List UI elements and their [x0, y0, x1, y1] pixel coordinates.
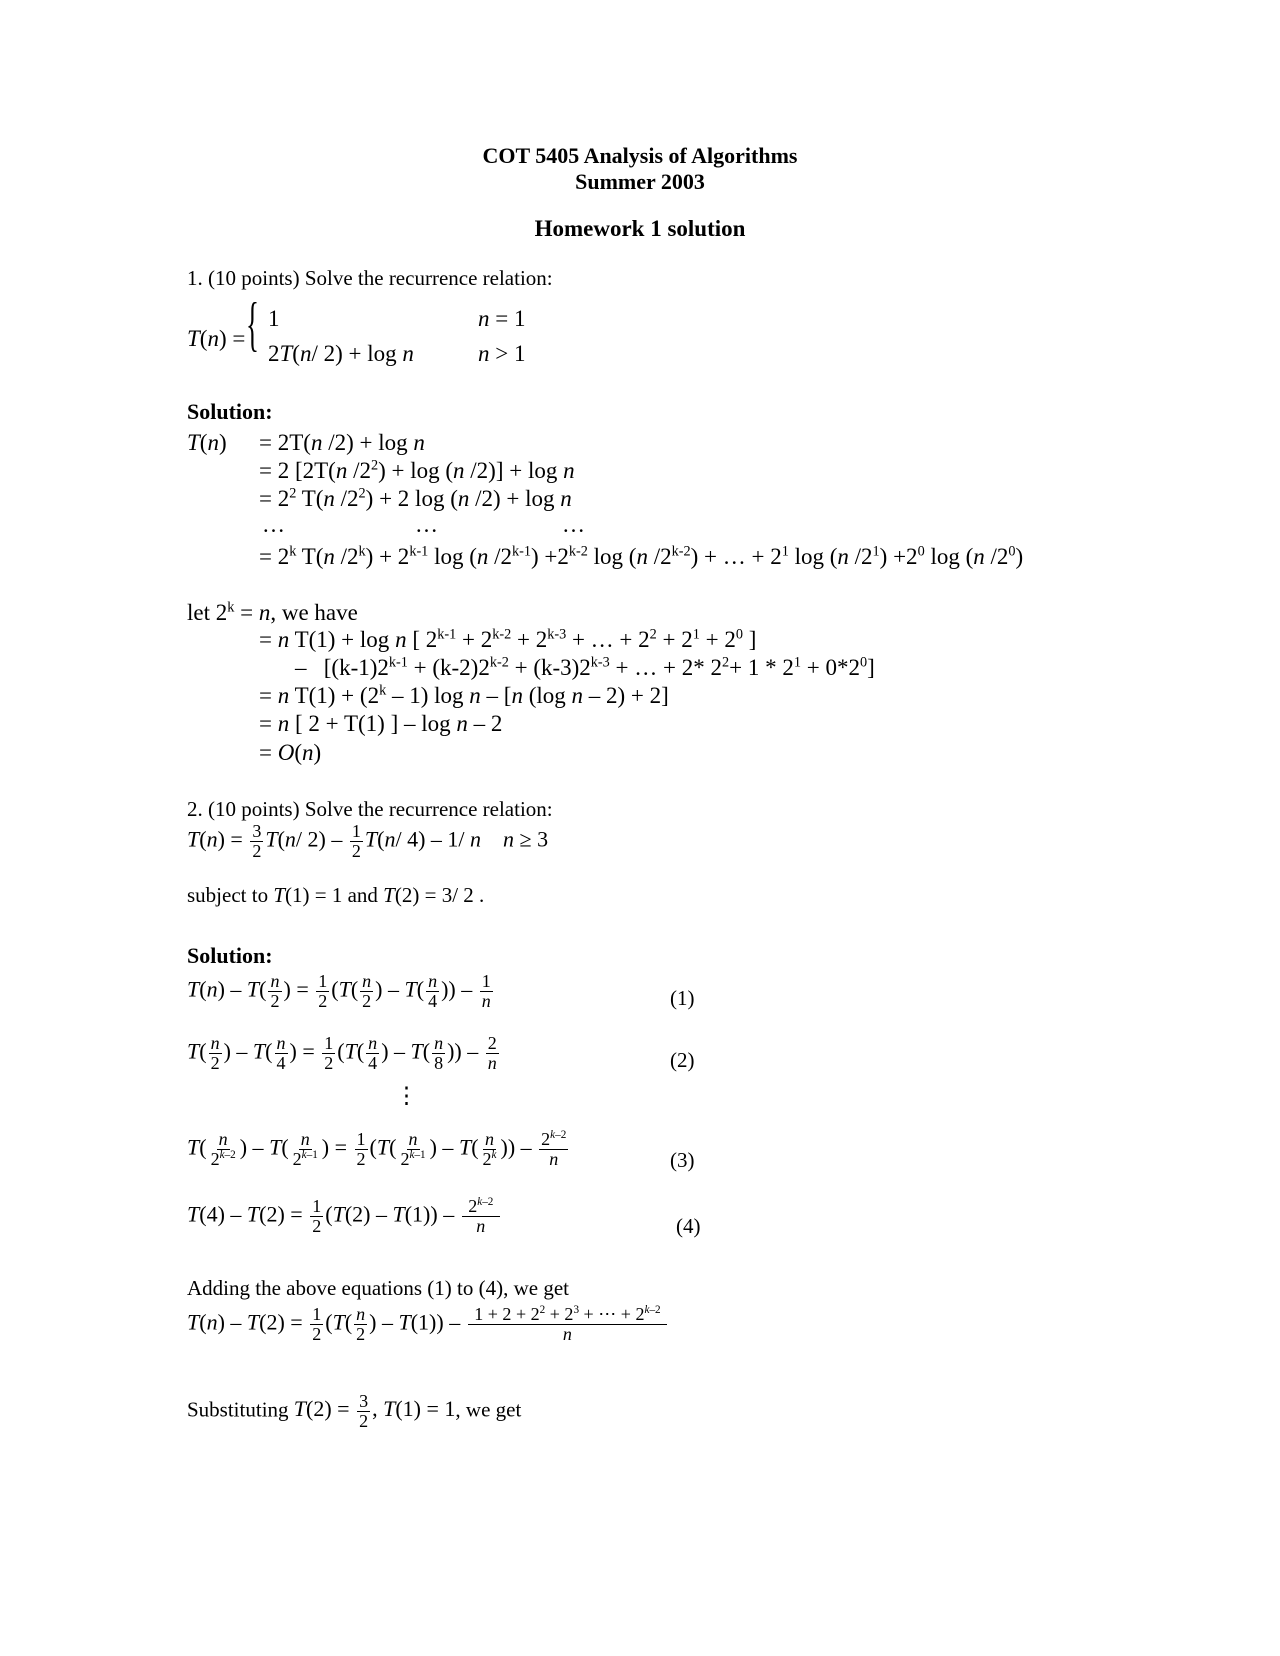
q1-step-7: = n $T(1) + (2^k - 1)$ log n – [n (log n – 2) + 2] [259, 682, 669, 708]
page-title: Homework 1 solution [534, 216, 746, 241]
q1-tn: T(n) [187, 430, 227, 455]
course-title: COT 5405 Analysis of Algorithms [482, 143, 798, 168]
q1-dots-c: … [562, 512, 585, 537]
q1-step-4: = $2^k$ T(n $/2^k) + 2^{k-1}$ log (n $/2^{k-1}) +2^{k-2}$ log (n $/2^{k-2}$) + … + $2^1$ log (n $/2^1) +2^0$ log (n $/2^0$) [259, 543, 1024, 569]
q1-solution-label: Solution: [187, 399, 273, 424]
q1-dots-a: … [262, 512, 285, 537]
q2-prompt: 2. (10 points) Solve the recurrence relation: [187, 797, 553, 821]
q1-step-3: = $2^2$ T(n $/2^2) + 2$ log (n /2) + log n [259, 485, 572, 511]
q2-tag-1: (1) [670, 986, 695, 1010]
q2-adding: Adding the above equations (1) to (4), we get [187, 1276, 569, 1300]
q1-step-8: = n [ 2 + T(1) ] – log n – 2 [259, 711, 503, 736]
q1-step-6: – [$(k-1)2^{k-1} + (k-2)2^{k-2} + (k-3)2^{k-3}$ + … + 2* $2^2+ 1 * 2^1 + 0*2^0$] [295, 654, 875, 680]
q1-lhs: T(n) = [187, 326, 246, 351]
q1-prompt: 1. (10 points) Solve the recurrence relation: [187, 266, 553, 290]
q2-substituting: Substituting T(2) = $\frac{3}{2}$ , T(1) = 1, we get [187, 1391, 522, 1431]
q1-case2-expr: 2T(n/ 2) + log n [268, 341, 414, 366]
q1-let: let $2^k = n$, we have [187, 599, 358, 625]
brace-icon: { [246, 291, 259, 357]
q1-dots-b: … [415, 512, 438, 537]
q2-subject: subject to T(1) = 1 and T(2) = 3/ 2 . [187, 883, 485, 907]
q1-step-2: = 2 [2T(n $/2^2) + \log (n$ /2)] + log n [259, 457, 575, 483]
q2-eq-1: T(n) – T( $\frac{n}{2}$ ) = $\frac{1}{2}$ (T( $\frac{n}{2}$ ) – T( $\frac{n}{4}$ )) – $\frac{1}{n}$ [187, 971, 491, 1011]
q2-tag-2: (2) [670, 1048, 695, 1072]
q2-sum-eq: T(n) – T(2) = $\frac{1}{2}$ (T( $\frac{n}{2}$ ) – T(1)) – $\frac{1 + 2 + 2^2 + 2^3 + \cdots + 2^{k-2}}{n}$ [187, 1305, 669, 1344]
q2-vdots: ⋮ [395, 1083, 418, 1108]
q2-eq-2: T( $\frac{n}{2}$ ) – T( $\frac{n}{4}$ ) = $\frac{1}{2}$ (T( $\frac{n}{4}$ ) – T( $\frac{n}{8}$ )) – $\frac{2}{n}$ [187, 1033, 497, 1073]
q2-tag-3: (3) [670, 1148, 695, 1172]
q1-step-1: = 2T(n /2) + log n [259, 430, 425, 455]
q2-solution-label: Solution: [187, 943, 273, 968]
q2-eq-3: T( $\frac{n}{2^{k-2}}$ ) – T( $\frac{n}{2^{k-1}}$ ) = $\frac{1}{2}$ (T( $\frac{n}{2^{k-1}}$ ) – T( $\frac{n}{2^k}$ )) – $\frac{2^{k-2}}{n}$ [187, 1128, 567, 1169]
term: Summer 2003 [575, 169, 705, 194]
q1-case1-expr: 1 [268, 306, 280, 331]
q2-tag-4: (4) [676, 1214, 701, 1238]
q1-step-5: = n T(1) + log n [ $2^{k-1} + 2^{k-2} + 2^{k-3}$ + … + $2^2 + 2^1 + 2^0$ ] [259, 626, 757, 652]
q2-eq-4: T(4) – T(2) = $\frac{1}{2}$ (T(2) – T(1)) – $\frac{2^{k-2}}{n}$ [187, 1197, 502, 1236]
q1-case1-cond: n = 1 [478, 306, 526, 331]
q2-substituting-label: Substituting [187, 1397, 289, 1422]
q1-step-9: = O(n) [259, 740, 322, 765]
q2-we-get: , we get [455, 1397, 522, 1422]
q2-recurrence: T(n) = $\frac{3}{2}$ T(n/ 2) – $\frac{1}{2}$ T(n/ 4) – 1/ n n ≥ 3 [187, 821, 549, 861]
q1-case2-cond: n > 1 [478, 341, 526, 366]
